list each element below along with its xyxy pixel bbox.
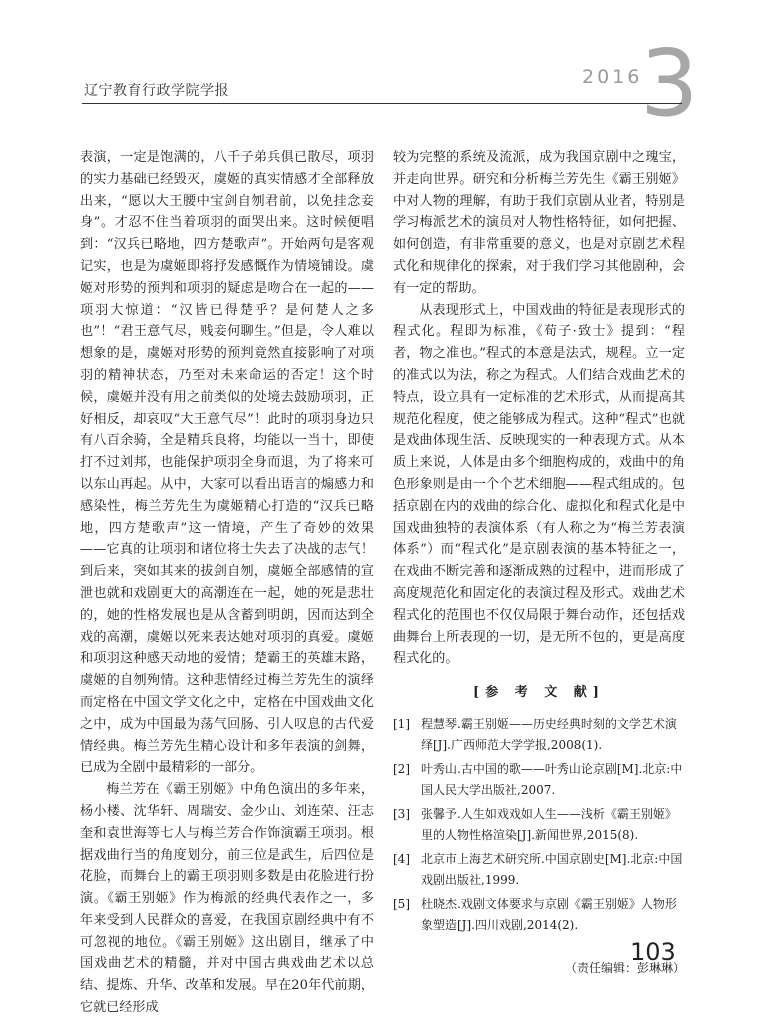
reference-number: [2] xyxy=(393,761,410,776)
reference-text: 叶秀山.古中国的歌——叶秀山论京剧[M].北京:中国人民大学出版社,2007. xyxy=(421,761,683,797)
references-list xyxy=(393,714,685,936)
left-column xyxy=(80,147,374,1019)
reference-number: [4] xyxy=(393,851,410,866)
body-paragraph: 较为完整的系统及流派，成为我国京剧中之瑰宝，并走向世界。研究和分析梅兰芳先生《霸王别姬》中对人物的理解，有助于我们京剧从业者，特别是学习梅派艺术的演员对人物性格特征，如何把握、如何创造，有非常重要的意义，也是对京剧艺术程式化和规律化的探索，对于我们学习其他剧种，会有一定的帮助。 xyxy=(393,150,685,296)
reference-item xyxy=(393,804,685,846)
header-rule xyxy=(82,103,682,104)
reference-item xyxy=(393,849,685,891)
body-paragraph: 表演，一定是饱满的，八千子弟兵俱已散尽，项羽的实力基础已经毁灭，虞姬的真实情感才全部释放出来，“愿以大王腰中宝剑自刎君前，以免挂念妾身”。才忍不住当着项羽的面哭出来。这时候便唱到：“汉兵已略地，四方楚歌声”。开始两句是客观记实，也是为虞姬即将抒发感慨作为情境铺设。虞姬对形势的预判和项羽的疑虑是吻合在一起的——项羽大惊道：“汉皆已得楚乎？是何楚人之多也”！“君王意气尽，贱妾何聊生。”但是，令人难以想象的是，虞姬对形势的预判竟然直接影响了对项羽的精神状态，乃至对未来命运的否定！这个时候，虞姬并没有用之前类似的处境去鼓励项羽，正好相反，却哀叹“大王意气尽”！此时的项羽身边只有八百余骑，全是精兵良将，均能以一当十，即使打不过刘邦，也能保护项羽全身而退，为了将来可以东山再起。从中，大家可以看出语言的煽感力和感染性，梅兰芳先生为虞姬精心打造的“汉兵已略地，四方楚歌声”这一情境，产生了奇妙的效果——它真的让项羽和诸位将士失去了决战的志气！到后来，突如其来的拔剑自刎，虞姬全部感情的宣泄也就和戏剧更大的高潮连在一起，她的死是悲壮的，她的性格发展也是从含蓄到明朗，因而达到全戏的高潮，虞姬以死来表达她对项羽的真爱。虞姬和项羽这种感天动地的爱情；楚霸王的英雄末路，虞姬的自刎殉情。这种悲情经过梅兰芳先生的演绎而定格在中国文学文化之中，定格在中国戏曲文化之中，成为中国最为荡气回肠、引人叹息的古代爱情经典。梅兰芳先生精心设计和多年表演的剑舞，已成为全剧中最精彩的一部分。 xyxy=(80,150,374,776)
body-paragraph: 梅兰芳在《霸王别姬》中角色演出的多年来，杨小楼、沈华轩、周瑞安、金少山、刘连荣、汪志奎和袁世海等七人与梅兰芳合作饰演霸王项羽。根据戏曲行当的角度划分，前三位是武生，后四位是花脸，而舞台上的霸王项羽则多数是由花脸进行扮演。《霸王别姬》作为梅派的经典代表作之一，多年来受到人民群众的喜爱，在我国京剧经典中有不可忽视的地位。《霸王别姬》这出剧目，继承了中国戏曲艺术的精髓，并对中国古典戏曲艺术以总结、提炼、升华、改革和发展。早在20年代前期，它就已经形成 xyxy=(80,782,374,1016)
page-number: 103 xyxy=(630,938,676,966)
reference-number: [1] xyxy=(393,716,410,731)
issue-year: 2016 xyxy=(582,66,643,88)
right-column-body xyxy=(393,147,685,670)
reference-text: 北京市上海艺术研究所.中国京剧史[M].北京:中国戏剧出版社,1999. xyxy=(421,851,683,887)
issue-number: 3 xyxy=(640,30,699,137)
reference-text: 杜晓杰.戏剧文体要求与京剧《霸王别姬》人物形象塑造[J].四川戏剧,2014(2). xyxy=(421,896,677,932)
reference-number: [5] xyxy=(393,896,410,911)
references-heading: [参 考 文 献] xyxy=(473,685,605,701)
reference-item xyxy=(393,759,685,801)
right-column xyxy=(393,147,685,980)
reference-number: [3] xyxy=(393,806,410,821)
reference-text: 程慧琴.霸王别姬——历史经典时刻的文学艺术演绎[J].广西师范大学学报,2008(1). xyxy=(421,716,677,752)
editor-credit: （责任编辑：彭琳琳） xyxy=(564,960,685,975)
reference-item xyxy=(393,894,685,936)
body-paragraph: 从表现形式上，中国戏曲的特征是表现形式的程式化。程即为标准，《荀子·致士》提到：“程者，物之准也。”程式的本意是法式，规程。立一定的准式以为法，称之为程式。人们结合戏曲艺术的特点，设立具有一定标准的艺术形式，从而提高其规范化程度，使之能够成为程式。这种“程式”也就是戏曲体现生活、反映现实的一种表现方式。从本质上来说，人体是由多个细胞构成的，戏曲中的角色形象则是由一个个艺术细胞——程式组成的。包括京剧在内的戏曲的综合化、虚拟化和程式化是中国戏曲独特的表演体系（有人称之为“梅兰芳表演体系”）而“程式化”是京剧表演的基本特征之一，在戏曲不断完善和逐渐成熟的过程中，进而形成了高度规范化和固定化的表演过程及形式。戏曲艺术程式化的范围也不仅仅局限于舞台动作，还包括戏曲舞台上所表现的一切，是无所不包的，更是高度程式化的。 xyxy=(393,302,685,667)
reference-text: 张馨予.人生如戏戏如人生——浅析《霸王别姬》里的人物性格渲染[J].新闻世界,2015(8). xyxy=(421,806,677,842)
journal-title: 辽宁教育行政学院学报 xyxy=(84,83,229,99)
reference-item xyxy=(393,714,685,756)
